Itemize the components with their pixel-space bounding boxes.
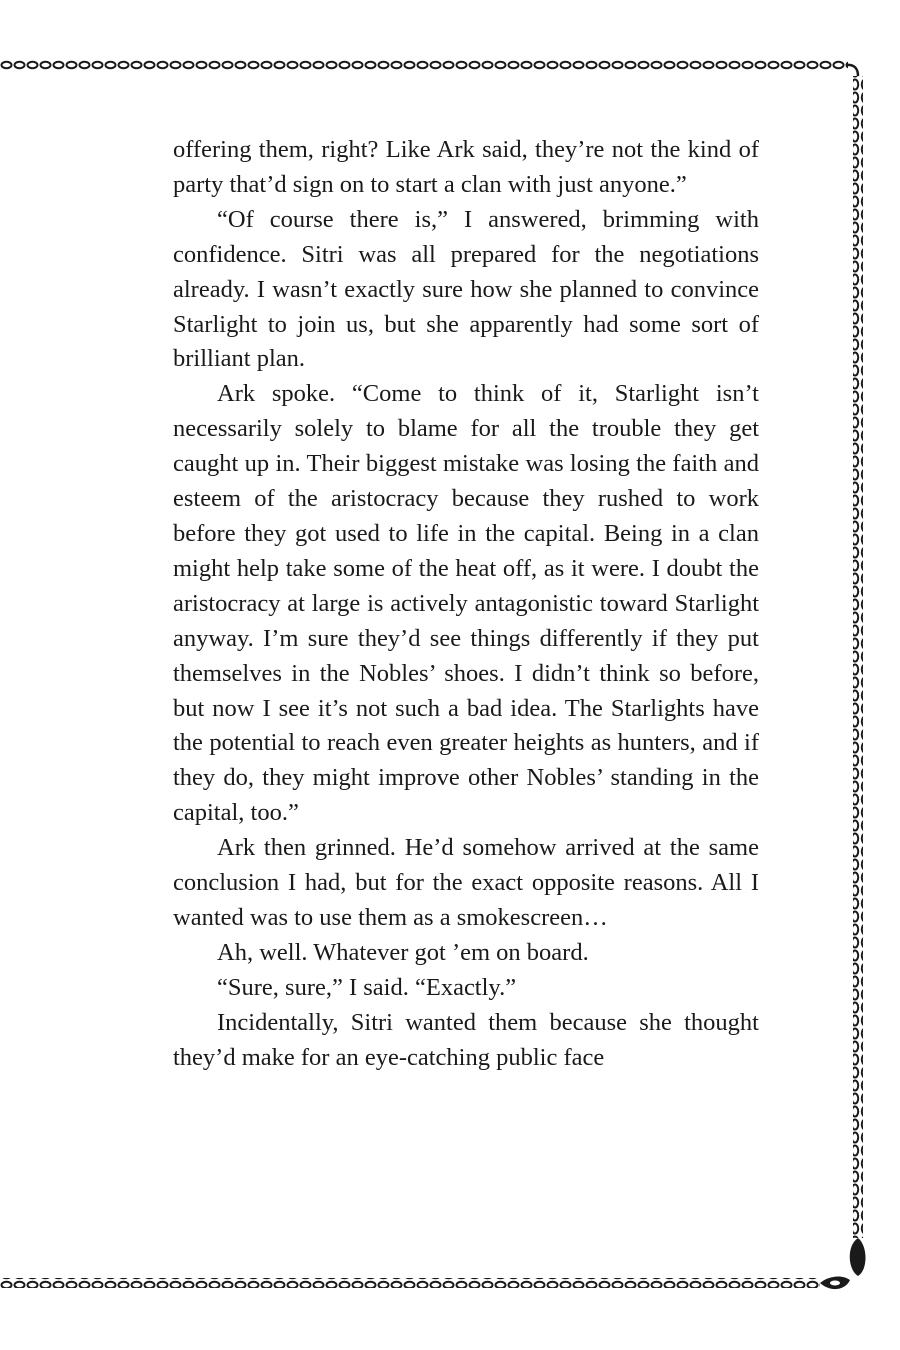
body-text (173, 133, 759, 1075)
chain-top (0, 60, 848, 70)
chain-bottom (0, 1278, 820, 1288)
paragraph-4: Ark then grinned. He’d somehow arrived at the same conclusion I had, but for the exact opposite reasons. All I wanted was to use them as a smokescreen… (173, 834, 759, 931)
paragraph-5: Ah, well. Whatever got ’em on board. (217, 938, 589, 966)
paragraph-6: “Sure, sure,” I said. “Exactly.” (217, 973, 517, 1001)
chain-end-ornament (850, 1238, 866, 1276)
paragraph-2: “Of course there is,” I answered, brimming with confidence. Sitri was all prepared for the negotiations already. I wasn’t exactly sure how she planned to convince Starlight to join us, but she apparently had some sort of brilliant plan. (173, 205, 759, 373)
chain-right (853, 76, 863, 1238)
paragraph-1: offering them, right? Like Ark said, they’re not the kind of party that’d sign on to start a clan with just anyone.” (173, 136, 759, 198)
paragraph-7: Incidentally, Sitri wanted them because she thought they’d make for an eye-catching public face (173, 1008, 759, 1071)
paragraph-3: Ark spoke. “Come to think of it, Starlight isn’t necessarily solely to blame for all the trouble they get caught up in. Their biggest mistake was losing the faith and esteem of the aristocracy because they rushed to work before they got used to life in the capital. Being in a clan might help take some of the heat off, as it were. I doubt the aristocracy at large is actively antagonistic toward Starlight anyway. I’m sure they’d see things differently if they put themselves in the Nobles’ shoes. I didn’t think so before, but now I see it’s not such a bad idea. The Starlights have the potential to reach even greater heights as hunters, and if they do, they might improve other Nobles’ standing in the capital, too.” (173, 380, 759, 827)
